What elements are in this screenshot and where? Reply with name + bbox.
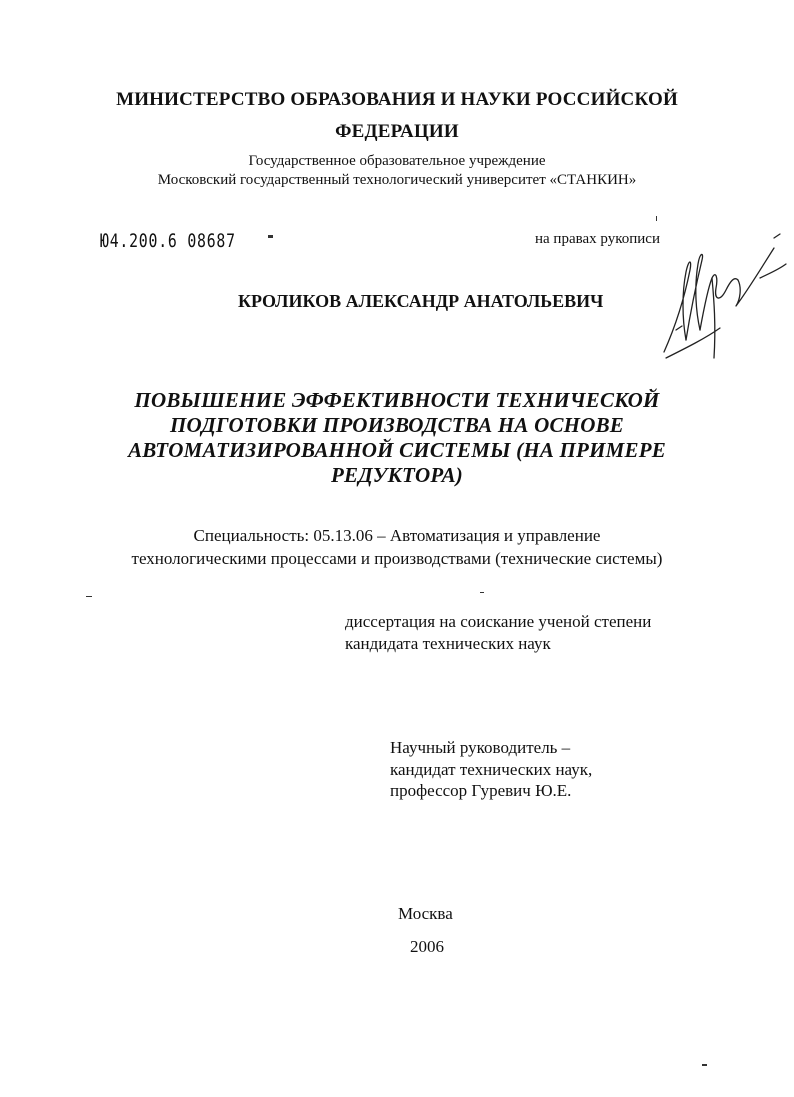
year: 2006	[410, 937, 444, 956]
institution-name: Московский государственный технологический университет «СТАНКИН»	[157, 172, 637, 188]
city: Москва	[398, 904, 453, 923]
specialty-line-2: технологическими процессами и производствами (технические системы)	[131, 549, 663, 568]
supervisor-line-2: кандидат технических наук,	[390, 760, 593, 779]
degree-line-1: диссертация на соискание ученой степени	[345, 612, 652, 631]
specialty-line-1: Специальность: 05.13.06 – Автоматизация и управление	[193, 526, 601, 545]
ministry-name-line1: МИНИСТЕРСТВО ОБРАЗОВАНИЯ И НАУКИ РОССИЙСКОЙ	[116, 89, 678, 110]
ministry-name-line2: ФЕДЕРАЦИИ	[335, 121, 459, 142]
stamp-mark	[268, 235, 273, 238]
document-number: Ю4.200.6 08687	[100, 230, 236, 252]
scan-mark	[702, 1064, 707, 1066]
institution-type: Государственное образовательное учреждение	[248, 153, 546, 169]
rights-note: на правах рукописи	[535, 231, 660, 247]
scan-mark	[86, 596, 92, 597]
supervisor-line-3: профессор Гуревич Ю.Е.	[390, 781, 572, 800]
scan-mark	[480, 592, 484, 593]
handwritten-signature-icon	[656, 230, 792, 370]
title-line-1: ПОВЫШЕНИЕ ЭФФЕКТИВНОСТИ ТЕХНИЧЕСКОЙ	[134, 388, 660, 412]
pen-dot	[656, 216, 657, 221]
supervisor-line-1: Научный руководитель –	[390, 738, 571, 757]
author-name: КРОЛИКОВ АЛЕКСАНДР АНАТОЛЬЕВИЧ	[238, 291, 604, 311]
title-line-4: РЕДУКТОРА)	[330, 463, 463, 487]
title-line-3: АВТОМАТИЗИРОВАННОЙ СИСТЕМЫ (НА ПРИМЕРЕ	[128, 438, 666, 462]
degree-line-2: кандидата технических наук	[345, 634, 551, 653]
title-line-2: ПОДГОТОВКИ ПРОИЗВОДСТВА НА ОСНОВЕ	[170, 413, 624, 437]
